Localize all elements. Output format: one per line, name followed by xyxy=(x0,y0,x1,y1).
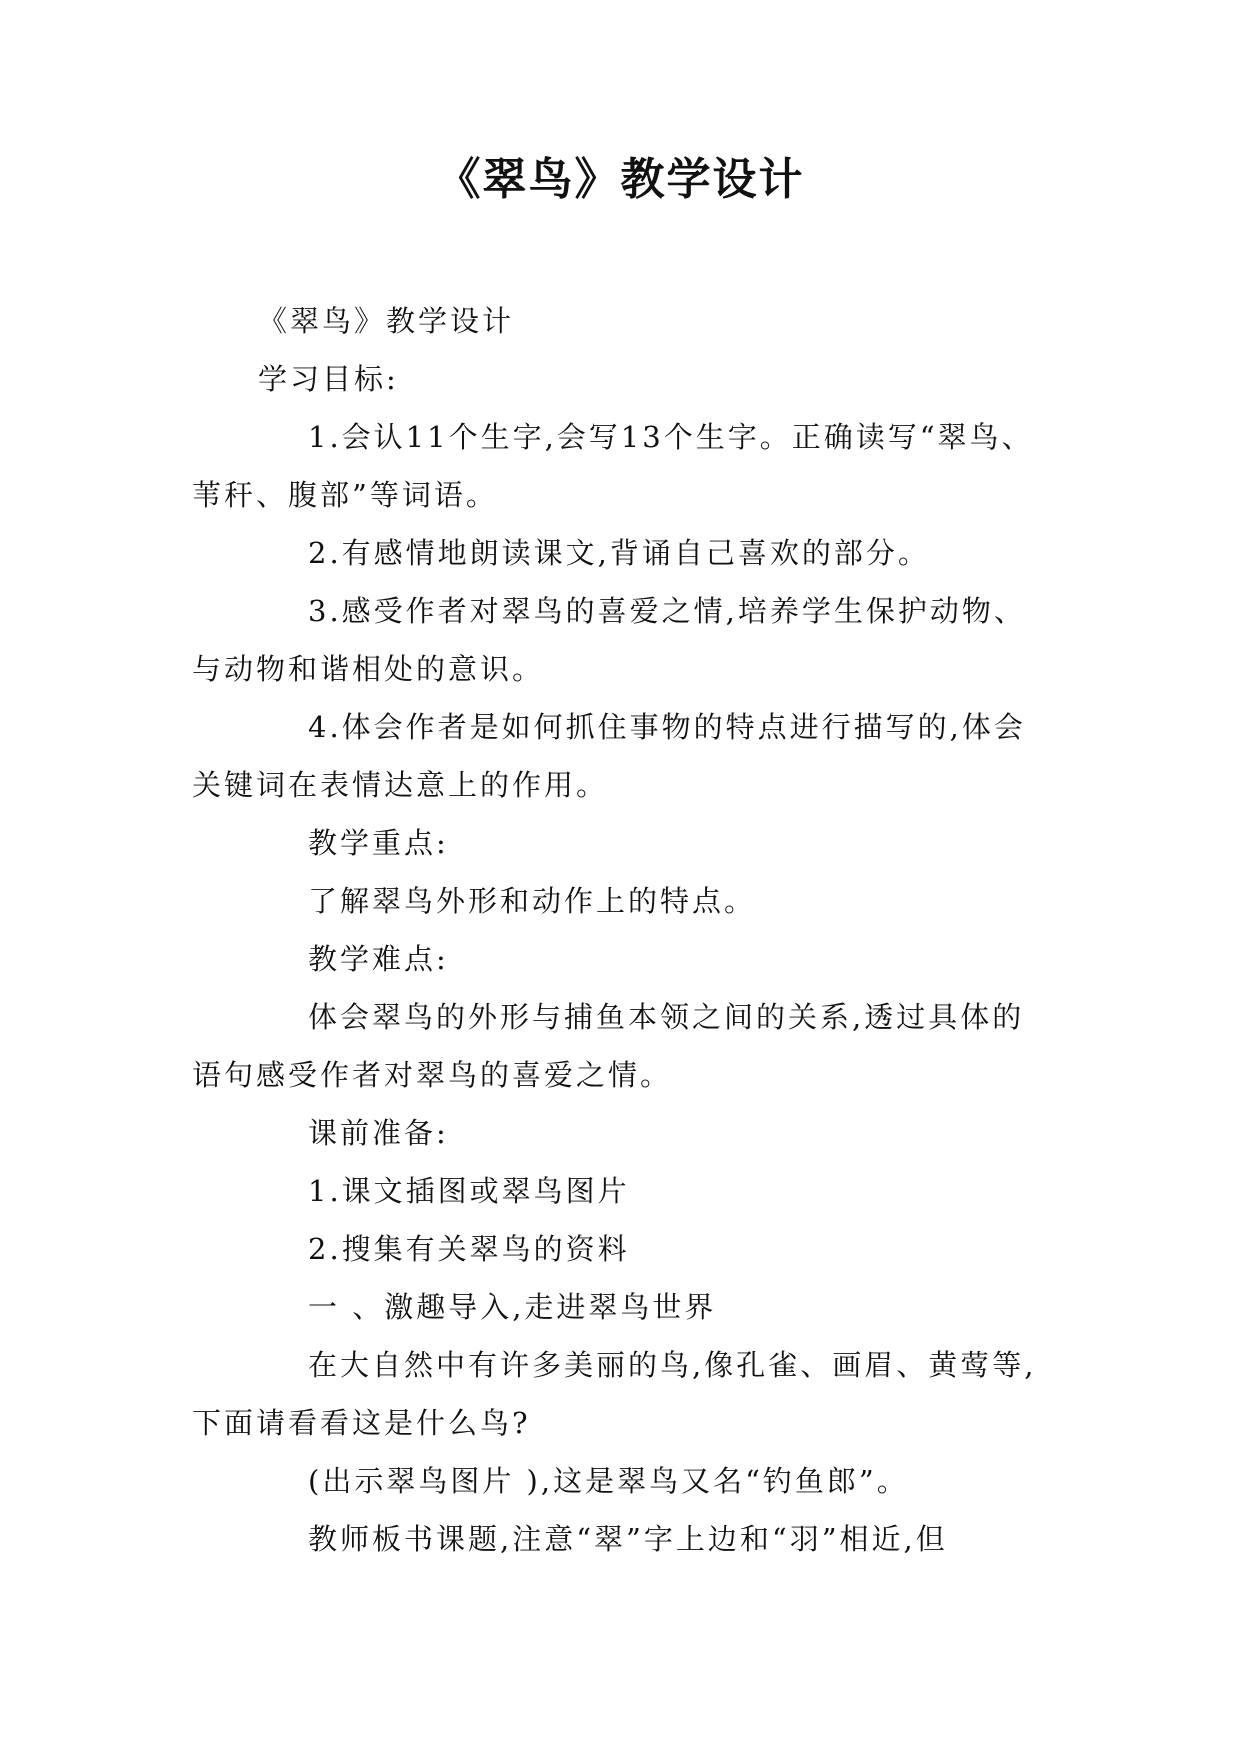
paragraph-difficulties: 体会翠鸟的外形与捕鱼本领之间的关系,透过具体的语句感受作者对翠鸟的喜爱之情。 xyxy=(192,1000,1025,1092)
paragraph-key-points-heading: 教学重点: xyxy=(308,826,449,860)
paragraph-goal-1: 1.会认11个生字,会写13个生字。正确读写“翠鸟、苇秆、腹部”等词语。 xyxy=(192,420,1034,512)
paragraph-preparation-1: 1.课文插图或翠鸟图片 xyxy=(308,1174,630,1208)
paragraph-preparation-2: 2.搜集有关翠鸟的资料 xyxy=(308,1232,630,1266)
paragraph-key-points: 了解翠鸟外形和动作上的特点。 xyxy=(308,884,757,918)
paragraph-board-writing: 教师板书课题,注意“翠”字上边和“羽”相近,但 xyxy=(308,1522,948,1556)
paragraph-show-picture: (出示翠鸟图片 ),这是翠鸟又名“钓鱼郎”。 xyxy=(308,1464,909,1498)
paragraph-intro: 在大自然中有许多美丽的鸟,像孔雀、画眉、黄莺等,下面请看看这是什么鸟? xyxy=(192,1348,1037,1440)
paragraph-preparation-heading: 课前准备: xyxy=(308,1116,449,1150)
paragraph-goal-4: 4.体会作者是如何抓住事物的特点进行描写的,体会关键词在表情达意上的作用。 xyxy=(192,710,1026,802)
document-body xyxy=(192,292,1052,1568)
paragraph-learning-goals-heading: 学习目标: xyxy=(258,362,399,396)
document-title: 《翠鸟》教学设计 xyxy=(436,154,805,205)
paragraph-goal-3: 3.感受作者对翠鸟的喜爱之情,培养学生保护动物、与动物和谐相处的意识。 xyxy=(192,594,1026,686)
paragraph-difficulties-heading: 教学难点: xyxy=(308,942,449,976)
paragraph-goal-2: 2.有感情地朗读课文,背诵自己喜欢的部分。 xyxy=(308,536,930,570)
paragraph-subtitle: 《翠鸟》教学设计 xyxy=(258,304,515,338)
paragraph-section-1-heading: 一 、激趣导入,走进翠鸟世界 xyxy=(308,1290,717,1324)
